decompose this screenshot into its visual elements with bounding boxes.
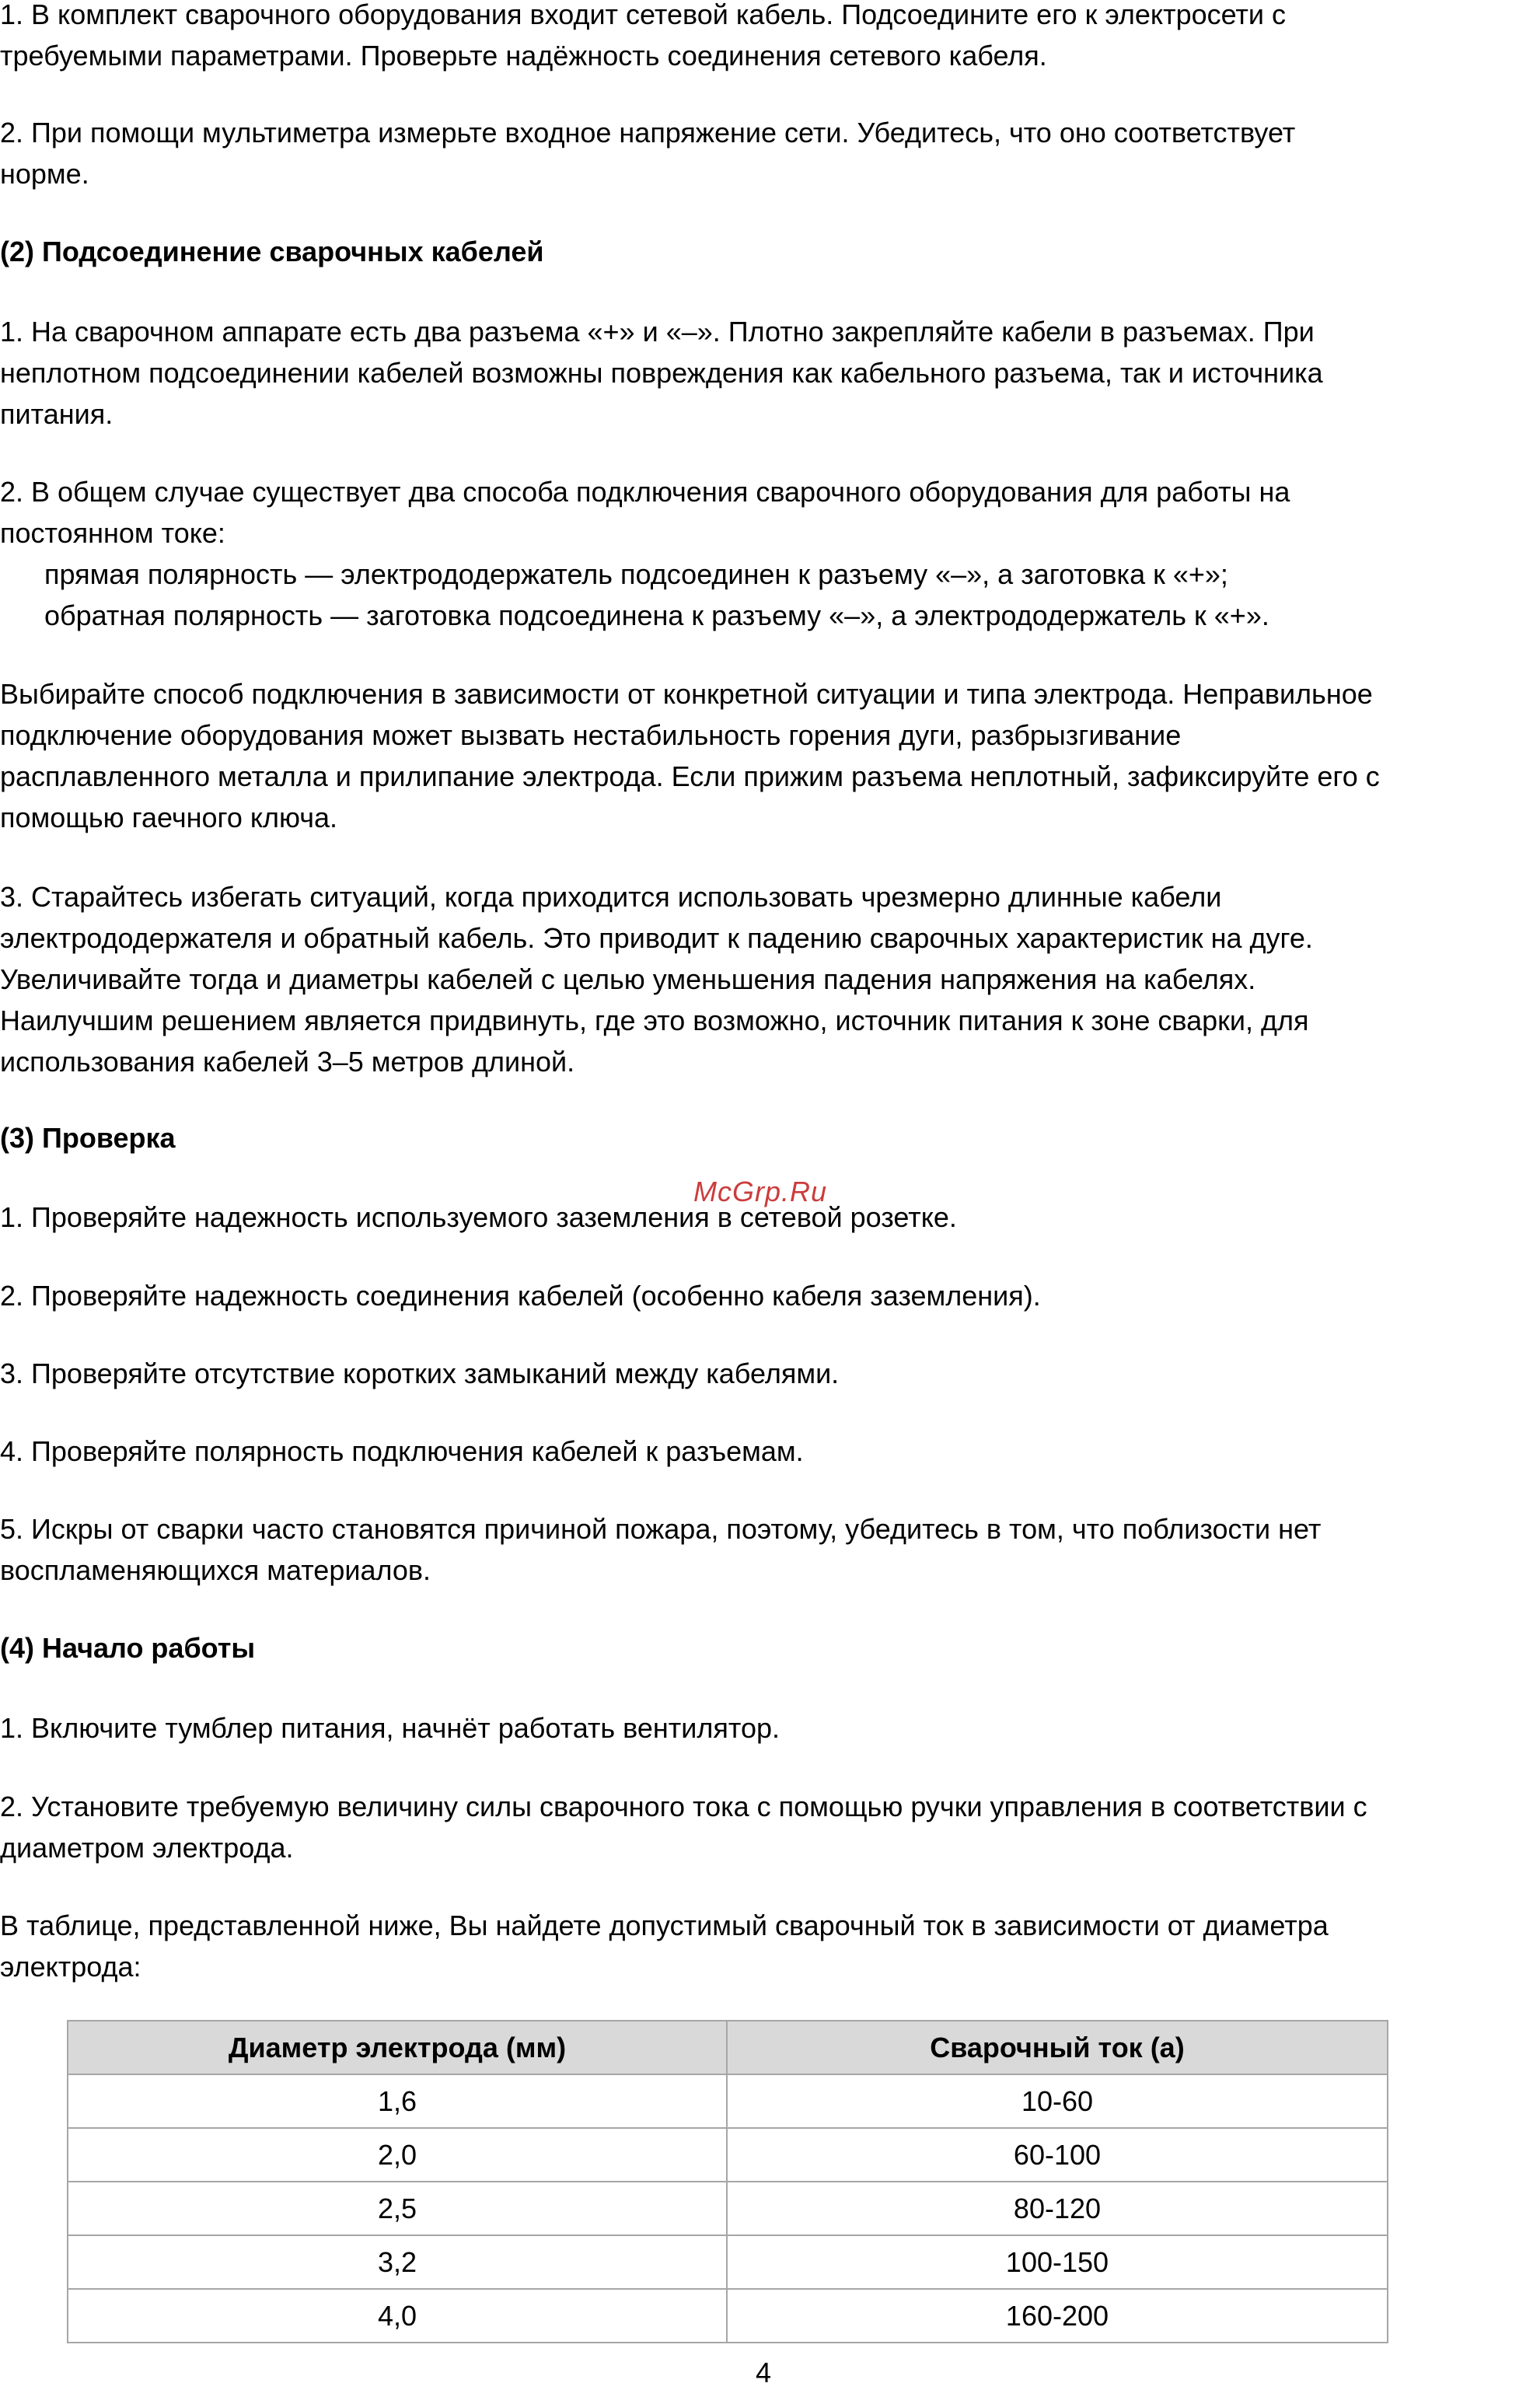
welding-current-table: [67, 2020, 1388, 2343]
cell-diameter: 4,0: [68, 2289, 727, 2343]
cell-diameter: 3,2: [68, 2235, 727, 2289]
polarity-reverse: обратная полярность — заготовка подсоединена к разъему «–», а электрододержатель к «+».: [44, 599, 1269, 631]
paragraph-power-cable: 1. В комплект сварочного оборудования входит сетевой кабель. Подсоедините его к электросети с требуемыми параметрами. Проверьте надёжность соединения сетевого кабеля.: [0, 0, 1287, 72]
cell-current: 160-200: [727, 2289, 1388, 2343]
table-row: [68, 2289, 1388, 2343]
cell-current: 10-60: [727, 2074, 1388, 2128]
check-item-fire-safety: 5. Искры от сварки часто становятся причиной пожара, поэтому, убедитесь в том, что поблизости нет воспламеняющихся материалов.: [0, 1513, 1322, 1586]
table-row: [68, 2235, 1388, 2289]
watermark: McGrp.Ru: [693, 1176, 828, 1207]
check-item-polarity: 4. Проверяйте полярность подключения кабелей к разъемам.: [0, 1435, 804, 1467]
cell-diameter: 2,5: [68, 2182, 727, 2235]
check-item-grounding: 1. Проверяйте надежность используемого заземления в сетевой розетке.: [0, 1201, 957, 1233]
table-row: [68, 2182, 1388, 2235]
table-row: [68, 2128, 1388, 2182]
paragraph-polarity-note: Выбирайте способ подключения в зависимости от конкретной ситуации и типа электрода. Неправильное подключение оборудования может вызвать нестабильность горения дуги, разбрызгивание расплавленного металла и прилипание электрода. Если прижим разъема неплотный, зафиксируйте его с помощью гаечного ключа.: [0, 678, 1380, 833]
polarity-direct: прямая полярность — электрододержатель подсоединен к разъему «–», а заготовка к «+»;: [44, 558, 1228, 590]
table-row: [68, 2074, 1388, 2128]
cell-current: 100-150: [727, 2235, 1388, 2289]
cell-current: 80-120: [727, 2182, 1388, 2235]
start-item-power-switch: 1. Включите тумблер питания, начнёт работать вентилятор.: [0, 1712, 780, 1744]
check-item-short-circuits: 3. Проверяйте отсутствие коротких замыканий между кабелями.: [0, 1357, 840, 1389]
section-heading-cables: (2) Подсоединение сварочных кабелей: [0, 236, 544, 267]
paragraph-connection-methods: 2. В общем случае существует два способа подключения сварочного оборудования для работы на постоянном токе:: [0, 476, 1290, 549]
cell-diameter: 1,6: [68, 2074, 727, 2128]
check-item-cable-connection: 2. Проверяйте надежность соединения кабелей (особенно кабеля заземления).: [0, 1280, 1041, 1312]
header-welding-current: Сварочный ток (а): [727, 2021, 1388, 2074]
paragraph-connectors: 1. На сварочном аппарате есть два разъема «+» и «–». Плотно закрепляйте кабели в разъемах. При неплотном подсоединении кабелей возможны повреждения как кабельного разъема, так и источника питания.: [0, 316, 1323, 430]
table-header-row: [68, 2021, 1388, 2074]
paragraph-cable-length: 3. Старайтесь избегать ситуаций, когда приходится использовать чрезмерно длинные кабели электрододержателя и обратный кабель. Это приводит к падению сварочных характеристик на дуге. Увеличивайте тогда и диаметры кабелей с целью уменьшения падения напряжения на кабелях. Наилучшим решением является придвинуть, где это возможно, источник питания к зоне сварки, для использования кабелей 3–5 метров длиной.: [0, 881, 1313, 1078]
paragraph-measure-voltage: 2. При помощи мультиметра измерьте входное напряжение сети. Убедитесь, что оно соответствует норме.: [0, 117, 1296, 190]
section-heading-check: (3) Проверка: [0, 1122, 176, 1154]
cell-current: 60-100: [727, 2128, 1388, 2182]
header-electrode-diameter: Диаметр электрода (мм): [68, 2021, 727, 2074]
cell-diameter: 2,0: [68, 2128, 727, 2182]
page-number: 4: [756, 2357, 772, 2388]
start-item-set-current: 2. Установите требуемую величину силы сварочного тока с помощью ручки управления в соответствии с диаметром электрода.: [0, 1791, 1367, 1864]
section-heading-start: (4) Начало работы: [0, 1632, 256, 1664]
paragraph-table-intro: В таблице, представленной ниже, Вы найдете допустимый сварочный ток в зависимости от диаметра электрода:: [0, 1910, 1329, 1983]
